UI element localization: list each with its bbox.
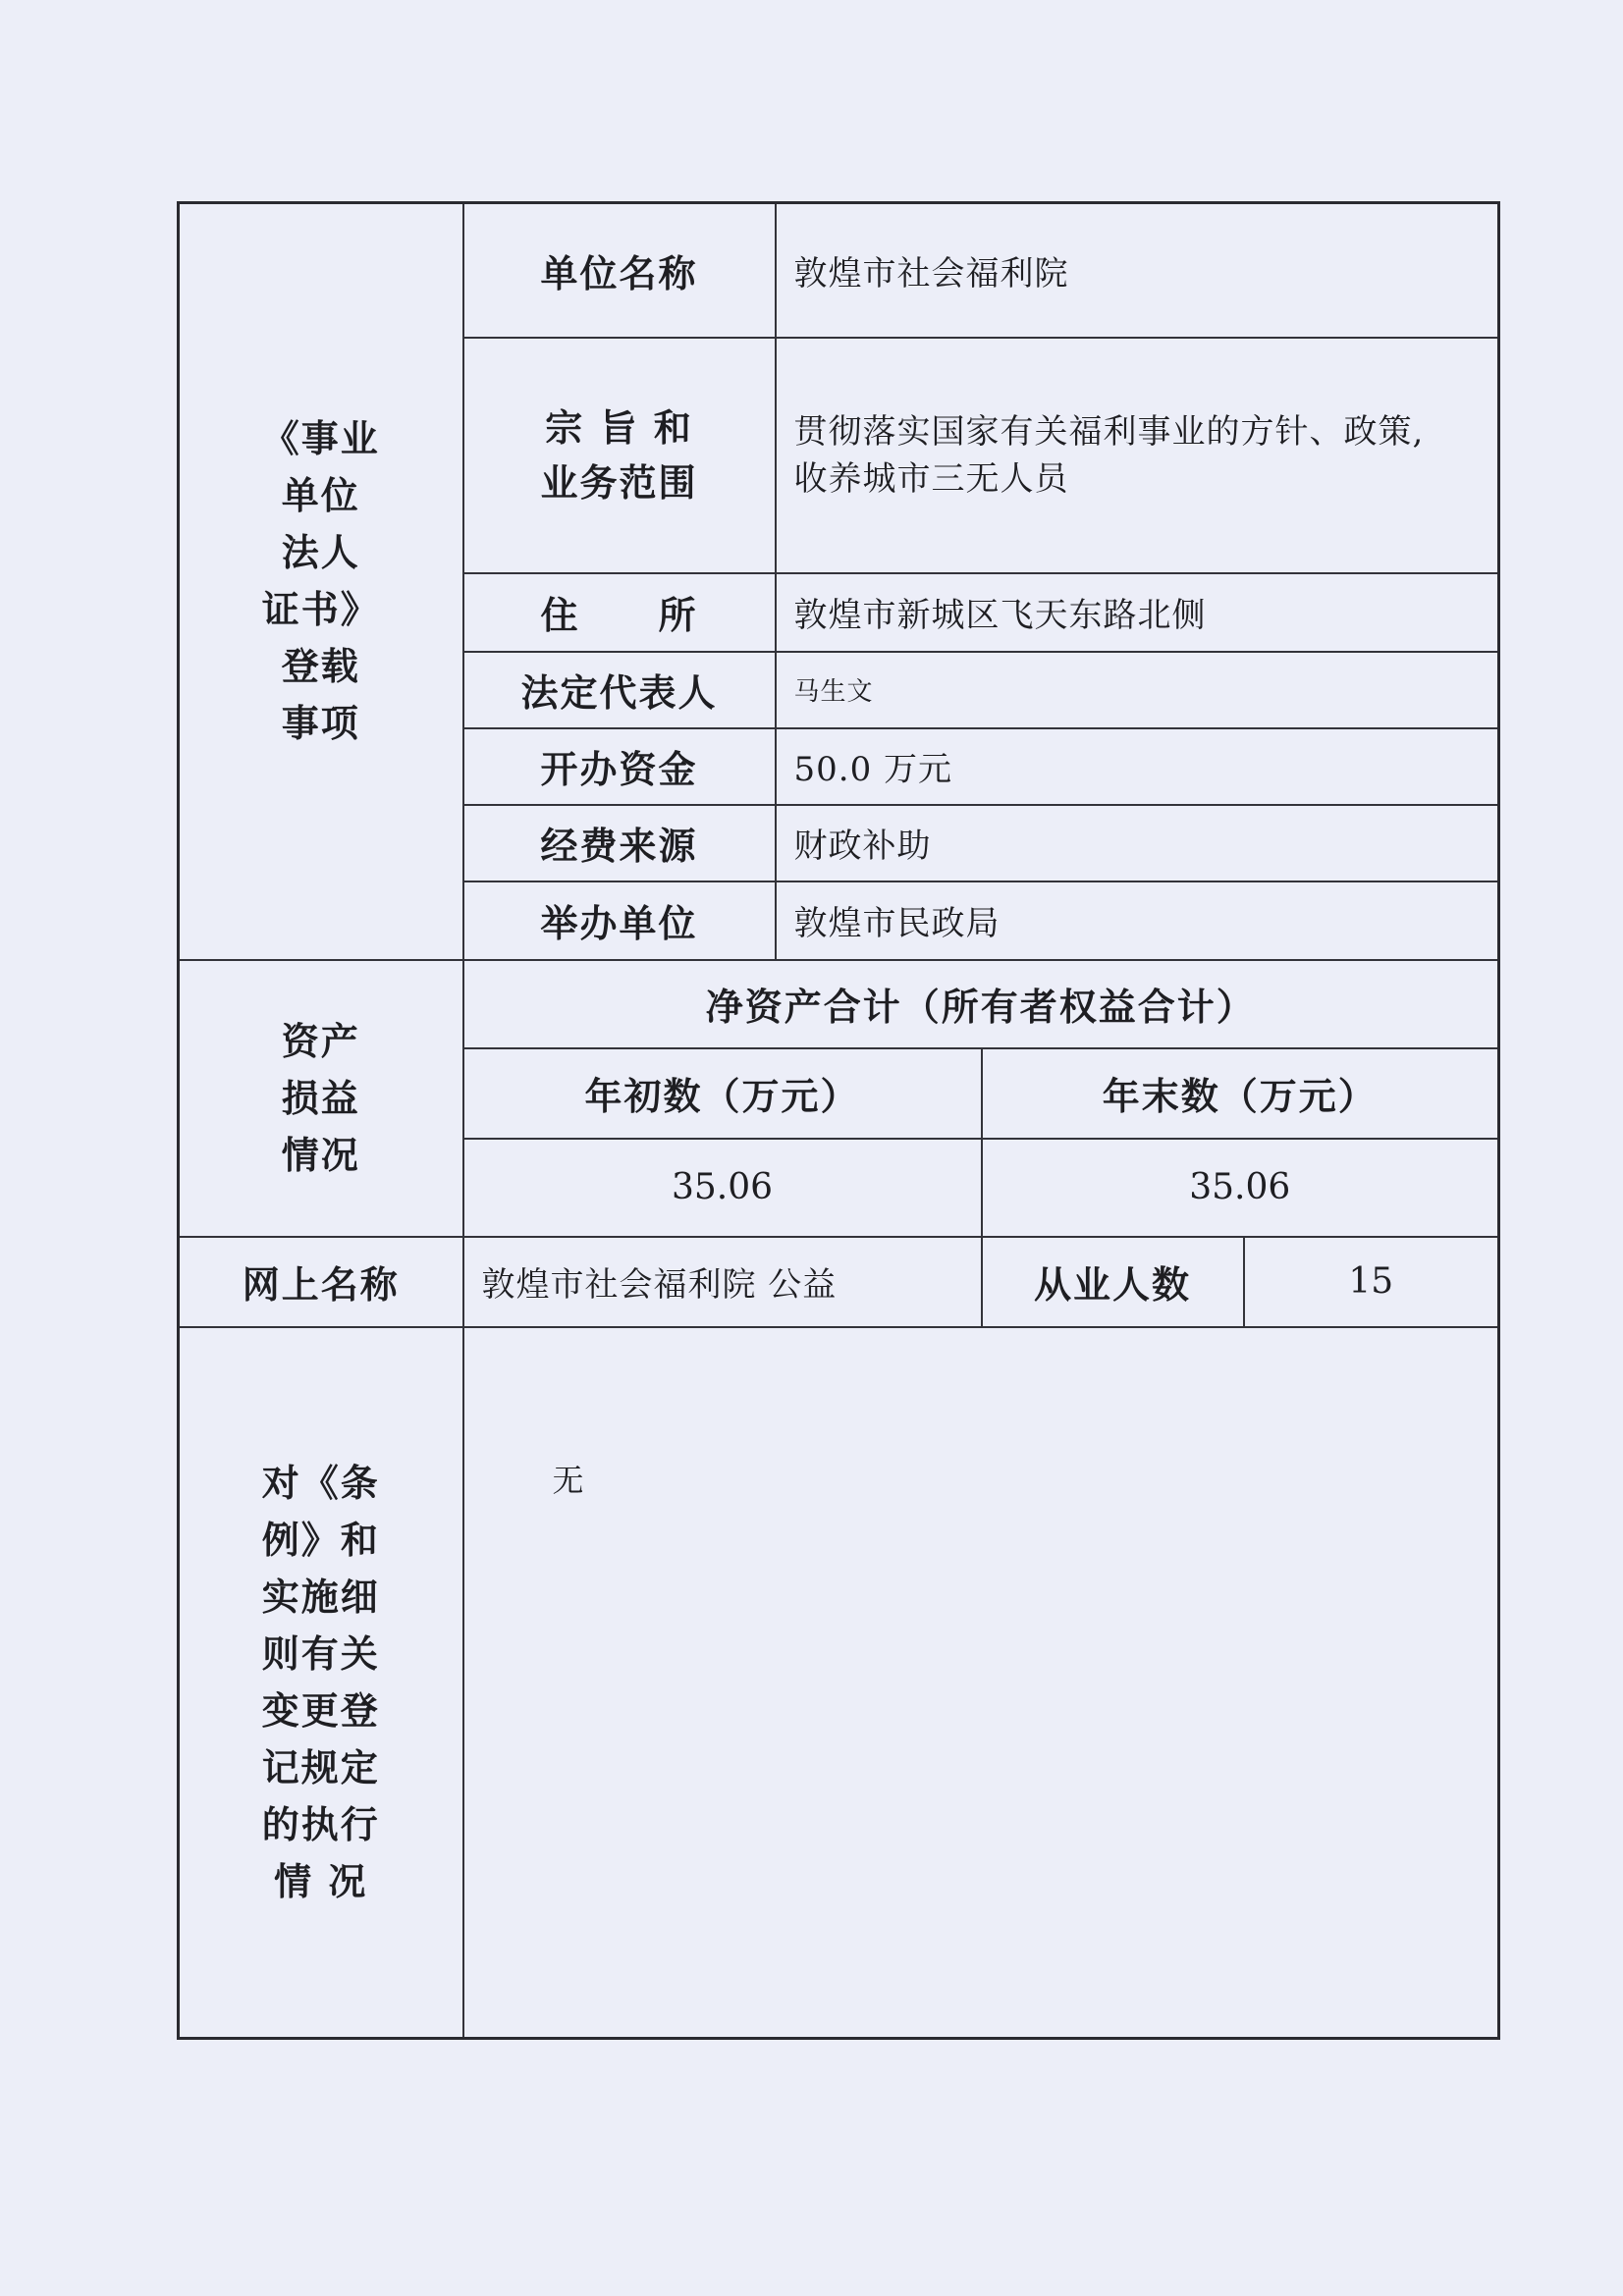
year-end-value: 35.06 [982, 1139, 1499, 1237]
year-end-header: 年末数（万元） [982, 1048, 1499, 1139]
registration-section-label: 《事业 单位 法人 证书》 登载 事项 [179, 203, 463, 960]
funding-label: 经费来源 [463, 805, 776, 881]
legal-rep-value: 马生文 [776, 652, 1499, 728]
form-table [177, 201, 1500, 2040]
unit-name-label: 单位名称 [463, 203, 776, 338]
funding-value: 财政补助 [776, 805, 1499, 881]
capital-label: 开办资金 [463, 728, 776, 805]
row-regulation-execution [179, 1327, 1499, 2039]
regulation-section-label: 对《条 例》和 实施细 则有关 变更登 记规定 的执行 情 况 [179, 1327, 463, 2039]
assets-section-label: 资产 损益 情况 [179, 960, 463, 1237]
regulation-value: 无 [463, 1327, 1499, 2039]
unit-name-value: 敦煌市社会福利院 [776, 203, 1499, 338]
row-net-assets-header [179, 960, 1499, 1048]
year-start-header: 年初数（万元） [463, 1048, 982, 1139]
online-name-label: 网上名称 [179, 1237, 463, 1327]
row-online-name [179, 1237, 1499, 1327]
annual-report-form [177, 201, 1497, 2037]
online-name-value: 敦煌市社会福利院 公益 [463, 1237, 982, 1327]
net-assets-header: 净资产合计（所有者权益合计） [463, 960, 1499, 1048]
capital-value: 50.0 万元 [776, 728, 1499, 805]
staff-count-label: 从业人数 [982, 1237, 1244, 1327]
address-label: 住 所 [463, 573, 776, 652]
sponsor-label: 举办单位 [463, 881, 776, 960]
legal-rep-label: 法定代表人 [463, 652, 776, 728]
staff-count-value: 15 [1244, 1237, 1499, 1327]
row-unit-name [179, 203, 1499, 338]
year-start-value: 35.06 [463, 1139, 982, 1237]
purpose-label: 宗 旨 和 业务范围 [463, 338, 776, 573]
sponsor-value: 敦煌市民政局 [776, 881, 1499, 960]
purpose-value: 贯彻落实国家有关福利事业的方针、政策, 收养城市三无人员 [776, 338, 1499, 573]
address-value: 敦煌市新城区飞天东路北侧 [776, 573, 1499, 652]
